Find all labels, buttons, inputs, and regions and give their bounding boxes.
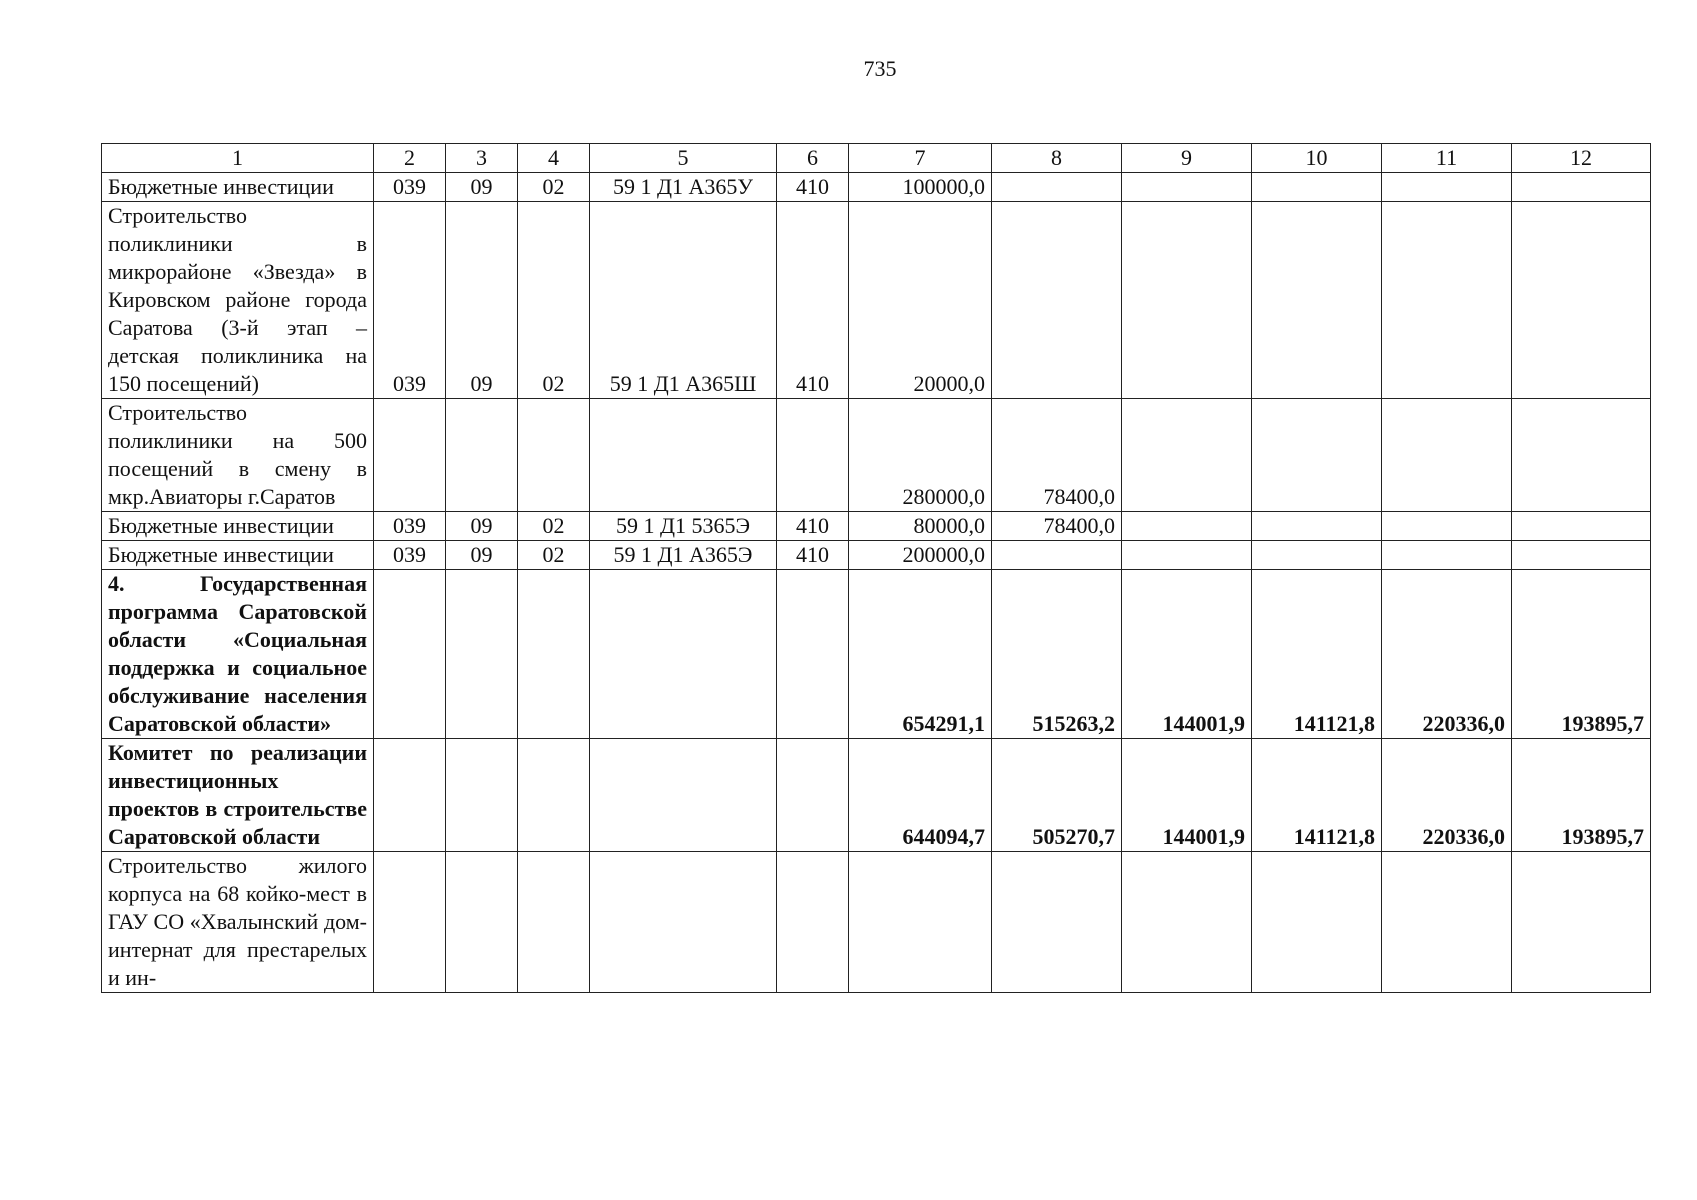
cell-target-article <box>590 570 777 739</box>
cell-expense-type: 410 <box>777 173 849 202</box>
cell-value: 654291,1 <box>849 570 992 739</box>
cell-value <box>1252 173 1382 202</box>
cell-expense-type <box>777 570 849 739</box>
cell-value <box>1382 541 1512 570</box>
cell-value: 505270,7 <box>992 739 1122 852</box>
cell-value: 20000,0 <box>849 202 992 399</box>
cell-value <box>1382 512 1512 541</box>
cell-value <box>1512 541 1651 570</box>
row-name: Строительство поликлиники в микрорайоне «Звезда» в Кировском районе города Саратова (3-й этап – детская поликлиника на 150 посещений) <box>102 202 374 399</box>
table-row <box>102 399 1651 512</box>
cell-value <box>1382 173 1512 202</box>
cell-value <box>1382 852 1512 993</box>
cell-subsection: 02 <box>518 541 590 570</box>
row-name: Комитет по реализации инвестиционных проектов в строительстве Саратовской области <box>102 739 374 852</box>
cell-value: 220336,0 <box>1382 570 1512 739</box>
cell-value: 141121,8 <box>1252 739 1382 852</box>
cell-value: 78400,0 <box>992 399 1122 512</box>
cell-subsection <box>518 570 590 739</box>
cell-section: 09 <box>446 512 518 541</box>
cell-subsection: 02 <box>518 173 590 202</box>
cell-value: 144001,9 <box>1122 739 1252 852</box>
cell-expense-type: 410 <box>777 202 849 399</box>
column-header: 9 <box>1122 144 1252 173</box>
budget-table <box>101 143 1651 993</box>
cell-ministry: 039 <box>374 173 446 202</box>
cell-value <box>1252 399 1382 512</box>
cell-section <box>446 570 518 739</box>
cell-value <box>1122 399 1252 512</box>
cell-target-article <box>590 399 777 512</box>
table-body <box>102 144 1651 993</box>
cell-section: 09 <box>446 173 518 202</box>
cell-expense-type: 410 <box>777 512 849 541</box>
column-header: 4 <box>518 144 590 173</box>
column-header: 11 <box>1382 144 1512 173</box>
cell-ministry <box>374 739 446 852</box>
column-header: 8 <box>992 144 1122 173</box>
cell-value: 78400,0 <box>992 512 1122 541</box>
column-header: 7 <box>849 144 992 173</box>
cell-subsection <box>518 739 590 852</box>
table-row <box>102 739 1651 852</box>
table-row <box>102 570 1651 739</box>
cell-section <box>446 852 518 993</box>
cell-value: 193895,7 <box>1512 570 1651 739</box>
cell-value: 515263,2 <box>992 570 1122 739</box>
cell-ministry: 039 <box>374 541 446 570</box>
header-row <box>102 144 1651 173</box>
cell-subsection: 02 <box>518 202 590 399</box>
cell-section: 09 <box>446 541 518 570</box>
cell-target-article: 59 1 Д1 А365У <box>590 173 777 202</box>
cell-value: 220336,0 <box>1382 739 1512 852</box>
cell-value <box>1512 202 1651 399</box>
cell-subsection: 02 <box>518 512 590 541</box>
cell-value <box>1252 541 1382 570</box>
cell-expense-type <box>777 739 849 852</box>
cell-value <box>1382 202 1512 399</box>
cell-value: 193895,7 <box>1512 739 1651 852</box>
row-name: Строительство жилого корпуса на 68 койко-мест в ГАУ СО «Хвалынский дом-интернат для престарелых и ин- <box>102 852 374 993</box>
cell-ministry: 039 <box>374 512 446 541</box>
table-row <box>102 202 1651 399</box>
cell-value <box>1252 202 1382 399</box>
cell-ministry <box>374 570 446 739</box>
row-name: 4. Государственная программа Саратовской области «Социальная поддержка и социальное обслуживание населения Саратовской области» <box>102 570 374 739</box>
cell-value: 280000,0 <box>849 399 992 512</box>
cell-ministry <box>374 399 446 512</box>
row-name: Бюджетные инвестиции <box>102 512 374 541</box>
cell-value: 141121,8 <box>1252 570 1382 739</box>
cell-value <box>1512 512 1651 541</box>
cell-target-article: 59 1 Д1 5365Э <box>590 512 777 541</box>
cell-target-article: 59 1 Д1 А365Ш <box>590 202 777 399</box>
cell-value <box>992 852 1122 993</box>
cell-value <box>1122 202 1252 399</box>
table-row <box>102 512 1651 541</box>
cell-value <box>992 173 1122 202</box>
cell-expense-type <box>777 399 849 512</box>
cell-subsection <box>518 399 590 512</box>
page-number: 735 <box>863 56 897 81</box>
cell-value: 80000,0 <box>849 512 992 541</box>
column-header: 12 <box>1512 144 1651 173</box>
cell-section: 09 <box>446 202 518 399</box>
cell-subsection <box>518 852 590 993</box>
cell-value: 200000,0 <box>849 541 992 570</box>
cell-value <box>992 541 1122 570</box>
cell-expense-type: 410 <box>777 541 849 570</box>
column-header: 3 <box>446 144 518 173</box>
cell-section <box>446 399 518 512</box>
table-row <box>102 541 1651 570</box>
cell-target-article <box>590 852 777 993</box>
cell-value <box>1122 173 1252 202</box>
cell-value <box>1252 852 1382 993</box>
cell-value <box>1122 852 1252 993</box>
column-header: 1 <box>102 144 374 173</box>
row-name: Бюджетные инвестиции <box>102 173 374 202</box>
column-header: 5 <box>590 144 777 173</box>
cell-expense-type <box>777 852 849 993</box>
table-row <box>102 173 1651 202</box>
column-header: 6 <box>777 144 849 173</box>
row-name: Строительство поликлиники на 500 посещений в смену в мкр.Авиаторы г.Саратов <box>102 399 374 512</box>
cell-value <box>1512 173 1651 202</box>
cell-value: 144001,9 <box>1122 570 1252 739</box>
table-row <box>102 852 1651 993</box>
cell-value: 100000,0 <box>849 173 992 202</box>
cell-value <box>1382 399 1512 512</box>
cell-value <box>1252 512 1382 541</box>
cell-value <box>1122 512 1252 541</box>
cell-value <box>1512 852 1651 993</box>
cell-ministry: 039 <box>374 202 446 399</box>
column-header: 2 <box>374 144 446 173</box>
cell-value <box>1122 541 1252 570</box>
cell-target-article <box>590 739 777 852</box>
cell-value <box>992 202 1122 399</box>
cell-value <box>849 852 992 993</box>
cell-value: 644094,7 <box>849 739 992 852</box>
cell-section <box>446 739 518 852</box>
cell-value <box>1512 399 1651 512</box>
row-name: Бюджетные инвестиции <box>102 541 374 570</box>
cell-ministry <box>374 852 446 993</box>
column-header: 10 <box>1252 144 1382 173</box>
cell-target-article: 59 1 Д1 А365Э <box>590 541 777 570</box>
